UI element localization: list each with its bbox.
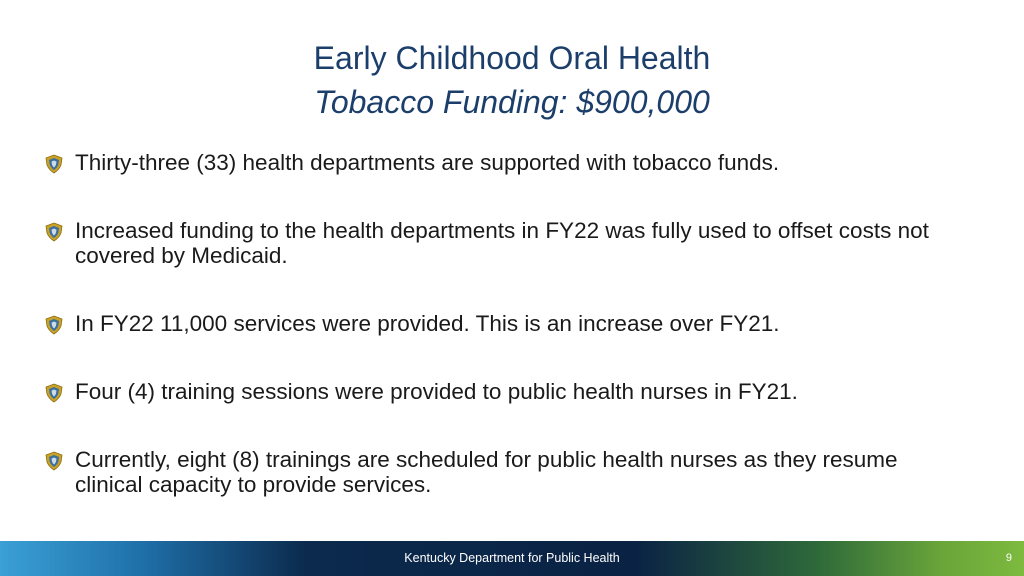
shield-bullet-icon — [44, 315, 64, 335]
shield-bullet-icon — [44, 154, 64, 174]
footer-text: Kentucky Department for Public Health — [404, 551, 620, 565]
bullet-text: Increased funding to the health departments in FY22 was fully used to offset costs not covered by Medicaid. — [75, 218, 929, 268]
bullet-text: Four (4) training sessions were provided to public health nurses in FY21. — [75, 379, 798, 404]
shield-bullet-icon — [44, 222, 64, 242]
bullet-list — [44, 150, 944, 497]
bullet-item — [44, 150, 944, 175]
shield-bullet-icon — [44, 383, 64, 403]
page-number: 9 — [1005, 552, 1012, 564]
bullet-item — [44, 379, 944, 404]
bullet-item — [44, 311, 944, 336]
bullet-item — [44, 218, 944, 268]
slide-title — [0, 36, 1024, 124]
title-main: Early Childhood Oral Health — [313, 40, 711, 76]
bullet-item — [44, 447, 944, 497]
shield-bullet-icon — [44, 451, 64, 471]
bullet-text: In FY22 11,000 services were provided. This is an increase over FY21. — [75, 311, 780, 336]
bullet-text: Thirty-three (33) health departments are supported with tobacco funds. — [75, 150, 780, 175]
bullet-text: Currently, eight (8) trainings are scheduled for public health nurses as they resume clinical capacity to provide services. — [75, 447, 898, 497]
footer-bar — [0, 541, 1024, 576]
title-subtitle: Tobacco Funding: $900,000 — [314, 84, 710, 120]
